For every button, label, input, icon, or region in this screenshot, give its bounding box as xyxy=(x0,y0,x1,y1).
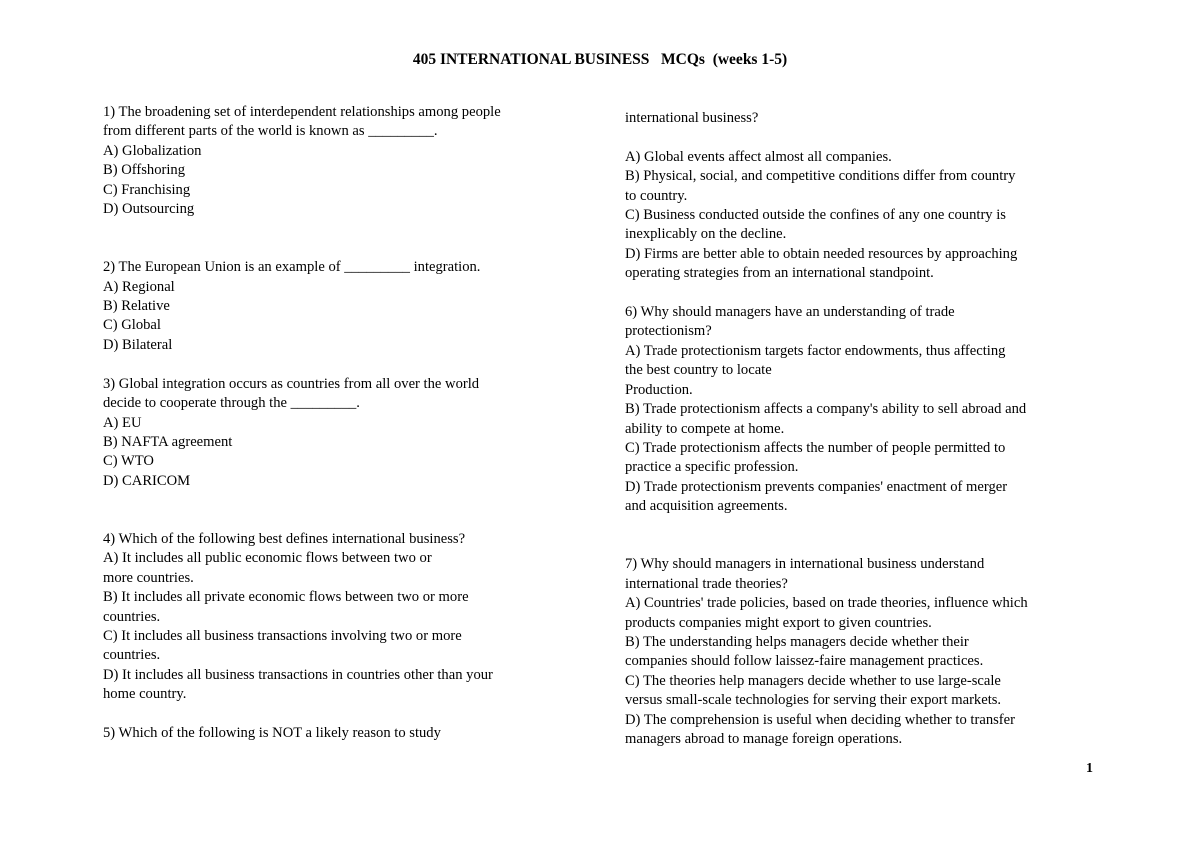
text-line: A) Globalization xyxy=(103,142,202,159)
text-line: A) It includes all public economic flows between two or xyxy=(103,550,432,567)
text-line: versus small-scale technologies for serving their export markets. xyxy=(625,692,1002,709)
text-line: international business? xyxy=(625,110,759,126)
text-line xyxy=(103,511,583,530)
text-line: practice a specific profession. xyxy=(625,459,799,476)
text-line xyxy=(103,705,583,724)
right-column xyxy=(625,109,1115,749)
text-line: 1) The broadening set of interdependent relationships among people xyxy=(103,104,501,120)
text-line xyxy=(103,491,583,510)
text-line: B) NAFTA agreement xyxy=(103,433,233,450)
text-line: international trade theories? xyxy=(625,575,788,592)
text-line: 3) Global integration occurs as countries from all over the world xyxy=(103,375,480,392)
text-line: D) Bilateral xyxy=(103,336,173,353)
text-line: C) Trade protectionism affects the number of people permitted to xyxy=(625,439,1006,456)
text-line: decide to cooperate through the _________. xyxy=(103,395,360,412)
text-line: D) Trade protectionism prevents companies' enactment of merger xyxy=(625,478,1008,495)
text-line: A) EU xyxy=(103,414,142,431)
text-line xyxy=(103,239,583,258)
text-line: the best country to locate xyxy=(625,362,772,379)
text-line: countries. xyxy=(103,608,161,625)
text-line: D) It includes all business transactions in countries other than your xyxy=(103,666,493,683)
text-line: 7) Why should managers in international business understand xyxy=(625,556,985,573)
text-line: inexplicably on the decline. xyxy=(625,226,787,243)
text-line: to country. xyxy=(625,187,688,204)
text-line: protectionism? xyxy=(625,323,712,340)
text-line: Production. xyxy=(625,381,693,398)
text-line xyxy=(103,219,583,238)
page-title: 405 INTERNATIONAL BUSINESS MCQs (weeks 1-5) xyxy=(412,51,788,68)
text-line: A) Countries' trade policies, based on trade theories, influence which xyxy=(625,595,1028,612)
text-line: B) Relative xyxy=(103,298,170,315)
text-line: operating strategies from an international standpoint. xyxy=(625,265,934,282)
text-line: companies should follow laissez-faire management practices. xyxy=(625,653,984,670)
text-line: B) It includes all private economic flows between two or more xyxy=(103,589,469,606)
text-line: more countries. xyxy=(103,569,194,586)
text-line: home country. xyxy=(103,686,187,703)
text-line: and acquisition agreements. xyxy=(625,498,788,515)
text-line: countries. xyxy=(103,647,161,664)
page-number: 1 xyxy=(1086,761,1093,776)
text-line: D) CARICOM xyxy=(103,472,191,489)
left-column xyxy=(103,103,583,743)
text-line xyxy=(625,517,1115,536)
text-line: managers abroad to manage foreign operations. xyxy=(625,731,903,747)
text-line: C) Business conducted outside the confines of any one country is xyxy=(625,207,1006,224)
text-line: D) Outsourcing xyxy=(103,201,195,218)
text-line: B) Offshoring xyxy=(103,162,186,179)
text-line: A) Global events affect almost all companies. xyxy=(625,148,892,165)
text-line: D) Firms are better able to obtain needed resources by approaching xyxy=(625,245,1018,262)
text-line xyxy=(103,355,583,374)
text-line: ability to compete at home. xyxy=(625,420,785,437)
text-line: 2) The European Union is an example of _________ integration. xyxy=(103,259,481,276)
text-line xyxy=(625,128,1115,147)
text-line xyxy=(625,284,1115,303)
text-line: C) WTO xyxy=(103,453,154,470)
text-line: A) Trade protectionism targets factor endowments, thus affecting xyxy=(625,342,1006,359)
text-line: A) Regional xyxy=(103,278,175,295)
text-line: B) The understanding helps managers decide whether their xyxy=(625,633,969,650)
text-line: C) Franchising xyxy=(103,181,191,198)
text-line: B) Trade protectionism affects a company's ability to sell abroad and xyxy=(625,401,1027,418)
text-line: C) Global xyxy=(103,317,161,334)
text-line: B) Physical, social, and competitive conditions differ from country xyxy=(625,168,1016,185)
text-line: C) It includes all business transactions involving two or more xyxy=(103,627,462,644)
text-line: D) The comprehension is useful when deciding whether to transfer xyxy=(625,711,1015,728)
text-line: from different parts of the world is known as _________. xyxy=(103,123,438,140)
text-line: products companies might export to given countries. xyxy=(625,614,932,631)
text-line xyxy=(625,536,1115,555)
text-line: 4) Which of the following best defines international business? xyxy=(103,530,466,547)
text-line: C) The theories help managers decide whether to use large-scale xyxy=(625,672,1001,689)
text-line: 5) Which of the following is NOT a likely reason to study xyxy=(103,725,441,741)
text-line: 6) Why should managers have an understanding of trade xyxy=(625,304,955,321)
